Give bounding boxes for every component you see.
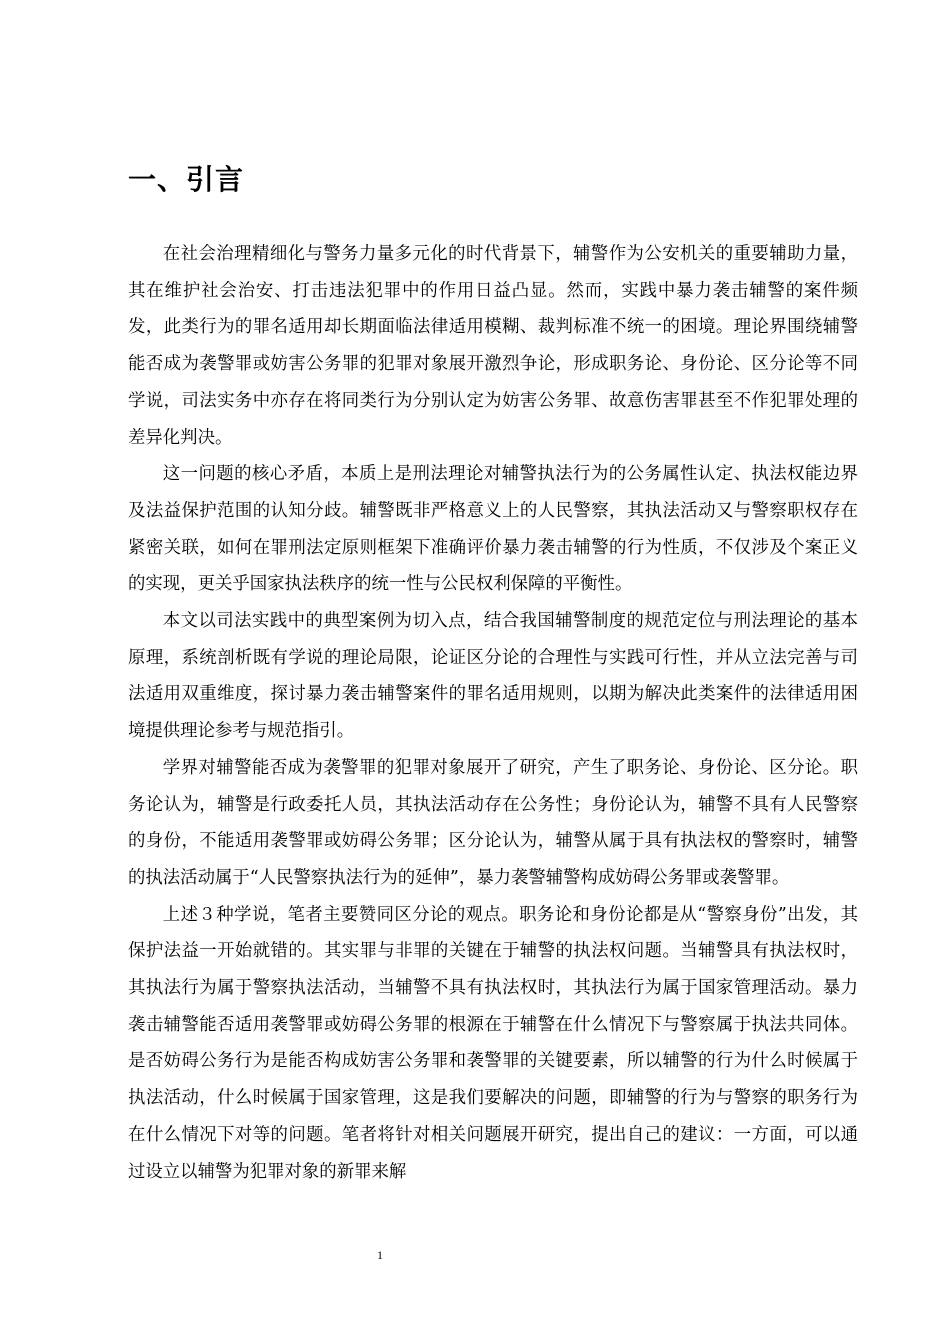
paragraph: 本文以司法实践中的典型案例为切入点，结合我国辅警制度的规范定位与刑法理论的基本原理，系统剖析既有学说的理论局限，论证区分论的合理性与实践可行性，并从立法完善与司法适用双重维度，探讨暴力袭击辅警案件的罪名适用规则，以期为解决此类案件的法律适用困境提供理论参考与规范指引。 xyxy=(128,611,858,742)
body-text xyxy=(128,236,858,1190)
page-number: 1 xyxy=(377,1248,383,1262)
section-heading: 一、引言 xyxy=(128,163,245,196)
paragraph: 上述３种学说，笔者主要赞同区分论的观点。职务论和身份论都是从“警察身份”出发，其保护法益一开始就错的。其实罪与非罪的关键在于辅警的执法权问题。当辅警具有执法权时，其执法行为属于警察执法活动，当辅警不具有执法权时，其执法行为属于国家管理活动。暴力袭击辅警能否适用袭警罪或妨碍公务罪的根源在于辅警在什么情况下与警察属于执法共同体。是否妨碍公务行为是能否构成妨害公务罪和袭警罪的关键要素，所以辅警的行为什么时候属于执法活动，什么时候属于国家管理，这是我们要解决的问题，即辅警的行为与警察的职务行为在什么情况下对等的问题。笔者将针对相关问题展开研究，提出自己的建议：一方面，可以通过设立以辅警为犯罪对象的新罪来解 xyxy=(128,904,858,1182)
paragraph: 这一问题的核心矛盾，本质上是刑法理论对辅警执法行为的公务属性认定、执法权能边界及法益保护范围的认知分歧。辅警既非严格意义上的人民警察，其执法活动又与警察职权存在紧密关联，如何在罪刑法定原则框架下准确评价暴力袭击辅警的行为性质，不仅涉及个案正义的实现，更关乎国家执法秩序的统一性与公民权利保障的平衡性。 xyxy=(128,464,858,595)
paragraph: 在社会治理精细化与警务力量多元化的时代背景下，辅警作为公安机关的重要辅助力量，其在维护社会治安、打击违法犯罪中的作用日益凸显。然而，实践中暴力袭击辅警的案件频发，此类行为的罪名适用却长期面临法律适用模糊、裁判标准不统一的困境。理论界围绕辅警能否成为袭警罪或妨害公务罪的犯罪对象展开激烈争论，形成职务论、身份论、区分论等不同学说，司法实务中亦存在将同类行为分别认定为妨害公务罪、故意伤害罪甚至不作犯罪处理的差异化判决。 xyxy=(128,244,858,448)
paragraph: 学界对辅警能否成为袭警罪的犯罪对象展开了研究，产生了职务论、身份论、区分论。职务论认为，辅警是行政委托人员，其执法活动存在公务性；身份论认为，辅警不具有人民警察的身份，不能适用袭警罪或妨碍公务罪；区分论认为，辅警从属于具有执法权的警察时，辅警的执法活动属于“人民警察执法行为的延伸”，暴力袭警辅警构成妨碍公务罪或袭警罪。 xyxy=(128,757,858,888)
